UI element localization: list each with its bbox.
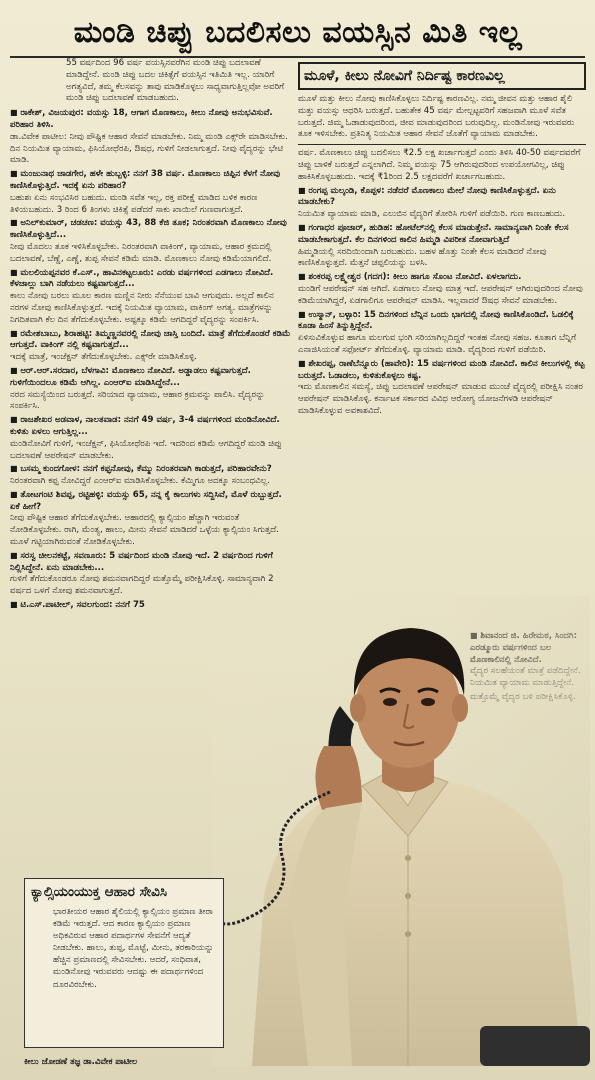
qa-answer: ಇದು ಮೊಣಕಾಲಿನ ಸಮಸ್ಯೆ, ಚಿಪ್ಪು ಬದಲಾವಣೆ ಆಪರೇಷನ್ ಮಾಡುವ ಮುಂಚೆ ವೈದ್ಯರಲ್ಲಿ ಪರೀಕ್ಷಿಸಿ ನಂತರ ಆಪರೇಷನ್ ಮಾಡಿಸಿಕೊಳ್ಳಿ. ಕರ್ನಾಟಕ ಸರ್ಕಾರದ ವಿವಿಧ ಆರೋಗ್ಯ ಯೋಜನೆಗಳಡಿ ಆಪರೇಷನ್ ಮಾಡಿಸಿಕೊಳ್ಳುವ ಅವಕಾಶವಿದೆ.	[298, 382, 583, 416]
box-title: ಕ್ಯಾಲ್ಸಿಯಂಯುಕ್ತ ಆಹಾರ ಸೇವಿಸಿ	[31, 884, 168, 900]
qa-question: ■ ಉಸ್ಮಾನ್, ಬಳ್ಳಾರಿ: 15 ದಿನಗಳಿಂದ ಬೆನ್ನಿನ ಒಂದು ಭಾಗದಲ್ಲಿ ನೋವು ಕಾಣಿಸಿಕೊಂಡಿದೆ. ಓಡಲಿಕ್ಕೆ ಕೂಡಾ ಹಿಂಸೆ ತಿನ್ನುತ್ತಿದ್ದೇನೆ.	[298, 309, 586, 334]
qa-answer: ನಿಯಮಿತ ವ್ಯಾಯಾಮ ಮಾಡಿ, ಎಲುಬಿನ ವೈದ್ಯರಿಗೆ ತೋರಿಸಿ ಗುಳಿಗೆ ಪಡೆಯಿರಿ. ಗುಣ ಕಾಣಬಹುದು.	[298, 209, 566, 220]
qa-item	[10, 463, 292, 488]
qa-answer: ಏಳಿಸುವಿಕೊಳ್ಳುವ ಹಾಗೂ ಮಲಗುವ ಭಂಗಿ ಸರಿಯಾಗಿಲ್ಲದಿದ್ದರೆ ಇಂತಹ ನೋವು ಸಹಜ. ಕೂತಾಗ ಬೆನ್ನಿಗೆ ಎನಾಜಿಸಿಯಂತೆ ಸಫೋರ್ಟ್ ತೆಗೆದುಕೊಳ್ಳಿ. ವ್ಯಾಯಾಮ ಮಾಡಿ. ವೈದ್ಯರಿಂದ ಗುಳಿಗೆ ಪಡೆಯಿರಿ.	[298, 333, 577, 355]
left-qa-list	[10, 107, 292, 612]
qa-question: ■ ರಾಜಶೇಖರ ಅಡವಾಳ, ನಾಲತವಾಡ: ನನಗೆ 49 ವರ್ಷ, 3-4 ವರ್ಷಗಳಿಂದ ಮಂಡಿನೋವಿದೆ. ಕುಳಿತು ಏಳಲು ಆಗುತ್ತಿಲ್ಲ...	[10, 414, 292, 439]
headline: ಮಂಡಿ ಚಿಪ್ಪು ಬದಲಿಸಲು ವಯಸ್ಸಿನ ಮಿತಿ ಇಲ್ಲ	[73, 15, 523, 50]
qa-question: ■ ಅನಿಲ್‌ಕುಮಾರ್, ಚಡಚಣ: ವಯಸ್ಸು 43, 88 ಕೆಜಿ ತೂಕ; ನಿರಂತರವಾಗಿ ಮೊಣಕಾಲು ನೋವು ಕಾಣಿಸಿಕೊಳ್ಳುತ್ತಿದೆ...	[10, 217, 292, 242]
sub-headline: ಮೂಳೆ, ಕೀಲು ನೋವಿಗೆ ನಿರ್ದಿಷ್ಟ ಕಾರಣವಿಲ್ಲ	[298, 62, 586, 90]
qa-item	[298, 358, 586, 418]
qa-item	[298, 185, 586, 221]
box-body: ಭಾರತೀಯರ ಆಹಾರ ಶೈಲಿಯಲ್ಲಿ ಕ್ಯಾಲ್ಸಿಯಂ ಪ್ರಮಾಣ ತೀರಾ ಕಡಿಮೆ ಇರುತ್ತದೆ. ಆದ ಕಾರಣ ಕ್ಯಾಲ್ಸಿಯಂ ಪ್ರಮಾಣ ಅಧಿಕವಿರುವ ಆಹಾರ ಪದಾರ್ಥಗಳ ಸೇವನೆಗೆ ಆದ್ಯತೆ ನೀಡಬೇಕು. ಹಾಲು, ತುಪ್ಪ, ಮೊಟ್ಟೆ, ಮೀನು, ತರಕಾರಿಯನ್ನು ಹೆಚ್ಚಿನ ಪ್ರಮಾಣದಲ್ಲಿ ಸೇವಿಸಬೇಕು. ಆದರೆ, ಸಂಧಿವಾತ, ಮಂಡಿನೋವು ಇರುವವರು ಆದಷ್ಟು ಈ ಪದಾರ್ಥಗಳಿಂದ ದೂರವಿರಬೇಕು.	[53, 907, 214, 990]
qa-answer: ಮಂಡಿಗೆ ಆಪರೇಷನ್ ಸಹ ಆಗಿದೆ. ಏಡಗಾಲು ನೋವು ಮಾತ್ರ ಇದೆ. ಆಪರೇಷನ್ ಆಗಿರುವುದರಿಂದ ನೋವು ಕಡಿಮೆಯಾಗಿದ್ದರೆ, ಏಡಗಾಲಿಗೂ ಆಪರೇಷನ್ ಮಾಡಿಸಿ. ಇಲ್ಲವಾದರೆ ಔಷಧ ಸೇವನೆ ಮಾಡಬೇಕು.	[298, 283, 583, 306]
qa-answer: ಗುಳಿಗೆ ತೆಗೆದುಕೊಂಡರೂ ನೋವು ಶಮನವಾಗದಿದ್ದರೆ ಮತ್ತೊಮ್ಮೆ ಪರೀಕ್ಷಿಸಿಕೊಳ್ಳಿ. ಸಾಮಾನ್ಯವಾಗಿ 2 ವರ್ಷದ ಒಳಗೆ ನೋವು ಶಮನವಾಗುತ್ತದೆ.	[10, 574, 274, 597]
qa-question: ■ ಮಲಲಿಯಪ್ಪನವರ ಕೆ.ಎಸ್., ಹಾವಿನಕಟ್ಟಲೂರು: ಎರಡು ವರ್ಷಗಳಿಂದ ಎಡಗಾಲು ನೋವಿದೆ. ಕೆಳಜಾಲ್ಲು ಬಾಗಿ ನಡೆಯಲು ಕಷ್ಟವಾಗುತ್ತದೆ...	[10, 267, 292, 292]
right-intro: ಮೂಳೆ ಮತ್ತು ಕೀಲು ನೋವು ಕಾಣಿಸಿಕೊಳ್ಳಲು ನಿರ್ದಿಷ್ಟ ಕಾರಣವಿಲ್ಲ. ನಮ್ಮ ಜೀವನ ಮತ್ತು ಆಹಾರ ಶೈಲಿ ಮತ್ತು ವಯಸ್ಸು ಆಧರಿಸಿ ಬರುತ್ತದೆ. ಬಹುತೇಕ 45 ವರ್ಷ ಮೇಲ್ಪಟ್ಟವರಿಗೆ ಸಹಜವಾಗಿ ಮೂಳೆ ಸವೆತ ಬರುತ್ತದೆ. ಜಿಮ್ಮ ಓಡಾಡುವುದರಿಂದ, ಜೀವ ಮಾಡುವುದರಿಂದ ಬರುವುದಿಲ್ಲ. ಮಂಡಿನೋವು ಇರುವವರು ತೂಕ ಇಳಿಸಬೇಕು. ಪ್ರತಿನಿತ್ಯ ನಿಯಮಿತ ಆಹಾರ ಸೇವನೆ ಜೊತೆಗೆ ವ್ಯಾಯಾಮ ಮಾಡಬೇಕು.	[298, 94, 575, 140]
right-divider	[298, 144, 586, 145]
qa-item	[10, 168, 292, 216]
qa-answer: ಮಂಡಿನೋವಿಗೆ ಗುಳಿಗೆ, ಇಂಜೆಕ್ಷನ್, ಫಿಸಿಯೋಥೆರಪಿ ಇದೆ. ಇದರಿಂದ ಕಡಿಮೆ ಆಗದಿದ್ದರೆ ಮಂಡಿ ಚಿಪ್ಪು ಬದಲಾವಣೆ ಆಪರೇಷನ್ ಮಾಡಬೇಕು.	[10, 438, 282, 461]
qa-item	[10, 217, 292, 265]
qa-answer: ಹಿಮ್ಮಡಿಯಲ್ಲಿ ಸರದಿಯಿಂದಾಗಿ ಬರಬಹುದು. ಬಹಳ ಹೊತ್ತು ನಿಂತೇ ಕೆಲಸ ಮಾಡಿದರೆ ನೋವು ಕಾಣಿಸಿಕೊಳ್ಳುತ್ತದೆ. ಮೆತ್ತನೆ ಚಪ್ಪಲಿಯನ್ನು ಬಳಸಿ.	[298, 246, 547, 269]
qa-answer: ನೀವು ಪೌಷ್ಟಿಕ ಆಹಾರ ತೆಗೆದುಕೊಳ್ಳಬೇಕು. ಆಹಾರದಲ್ಲಿ ಕ್ಯಾಲ್ಸಿಯಂ ಹೆಚ್ಚಾಗಿ ಇರುವಂತೆ ನೋಡಿಕೊಳ್ಳಬೇಕು. ರಾಗಿ, ಮೆಂತ್ಯ, ಹಾಲು, ಮೀನು ಸೇವನೆ ಮಾಡಿದರೆ ಒಳ್ಳೆಯ ಕ್ಯಾಲ್ಸಿಯಂ ಸಿಗುತ್ತದೆ. ಮೂಳೆ ಗಟ್ಟಿಯಾಗಿರುವಂತೆ ನೋಡಿಕೊಳ್ಳಬೇಕು.	[10, 513, 279, 548]
qa-answer: ನಿರಂತರವಾಗಿ ಕಫ್ಫ ನೋವಿದ್ದರೆ ಎಂಆರ್‌ಐ ಮಾಡಿಸಿಕೊಳ್ಳಬೇಕು. ಕೆಮ್ಮಿಗೂ ಅದಕ್ಕೂ ಸಂಬಂಧವಿಲ್ಲ.	[10, 476, 271, 487]
qa-item	[10, 328, 292, 364]
qa-item	[10, 365, 292, 413]
right-column	[298, 58, 586, 628]
qa-question: ■ ರಂಗಪ್ಪ ಮಲ್ಕಂಡಿ, ಕೊಪ್ಪಳ: ನಡೆದರೆ ಮೊಣಕಾಲು ಮೇಲೆ ನೋವು ಕಾಣಿಸಿಕೊಳ್ಳುತ್ತದೆ. ಏನು ಮಾಡಬೇಕು?	[298, 185, 586, 210]
qa-question: ■ ರಮೇಶಬಾಬು, ಶಿರಾಹಟ್ಟಿ: ತಿಮ್ಮಣ್ಣನವರಲ್ಲಿ ನೋವು ಜಾಸ್ತಿ ಬಂದಿದೆ. ಮಾತ್ರೆ ತೆಗೆದುಕೊಂಡರೆ ಕಡಿಮೆ ಆಗುತ್ತದೆ. ವಾಕಿಂಗ್ ನಲ್ಲಿ ಕಷ್ಟವಾಗುತ್ತದೆ...	[10, 328, 292, 353]
qa-question: ■ ಬಸಮ್ಮ ಕುಂದಗೋಳ: ನನಗೆ ಕಫ್ಫನೋವು, ಕೆಮ್ಮು ನಿರಂತರವಾಗಿ ಕಾಡುತ್ತದೆ, ಪರಿಹಾರವೇನು?	[10, 463, 292, 476]
qa-item	[298, 271, 586, 307]
qa-answer: ನರದ ಸಮಸ್ಯೆಯಿಂದ ಬರುತ್ತದೆ. ಸರಿಯಾದ ವ್ಯಾಯಾಮ, ಆಹಾರ ಕ್ರಮವನ್ನು ಪಾಲಿಸಿ. ವೈದ್ಯರನ್ನು ಸಂಪರ್ಕಿಸಿ.	[10, 389, 265, 412]
calcium-info-box	[24, 878, 224, 1048]
qa-item	[298, 222, 586, 270]
qa-answer: ನೀವು ಮೊದಲು ತೂಕ ಇಳಿಸಿಕೊಳ್ಳಬೇಕು. ನಿರಂತರವಾಗಿ ವಾಕಿಂಗ್, ವ್ಯಾಯಾಮ, ಆಹಾರ ಕ್ರಮದಲ್ಲಿ ಬದಲಾವಣೆ, ಬೆಣ್ಣೆ, ಎಣ್ಣೆ, ತುಪ್ಪ ಸೇವನೆ ಕಡಿಮೆ ಮಾಡಿ. ಮೊಣಕಾಲು ನೋವು ಕಡಿಮೆಯಾಗಲಿದೆ.	[10, 241, 272, 264]
qa-item	[10, 489, 292, 549]
qa-item	[10, 414, 292, 462]
qa-question: ■ ಮಂಜುನಾಥ ಜಾಡಗೇರ, ಹಳೇ ಹುಬ್ಬಳ್ಳಿ: ನನಗೆ 38 ವರ್ಷ. ಮೊಣಕಾಲು ಚಿಪ್ಪಿನ ಕೆಳಗೆ ನೋವು ಕಾಣಿಸಿಕೊಳ್ಳುತ್ತಿದೆ. ಇದಕ್ಕೆ ಏನು ಪರಿಹಾರ?	[10, 168, 292, 193]
qa-answer: ಇದಕ್ಕೆ ಮಾತ್ರೆ, ಇಂಜೆಕ್ಷನ್ ತೆಗೆದುಕೊಳ್ಳಬೇಕು. ಎಕ್ಸ್‌ರೇ ಮಾಡಿಸಿಕೊಳ್ಳಿ.	[10, 352, 198, 363]
qa-question: ■ ಆರ್.ಆರ್.ಸರದಾರ, ಬೆಳಗಾವಿ: ಮೊಣಕಾಲು ನೋವಿದೆ. ಅಡ್ಡಾಡಲು ಕಷ್ಟವಾಗುತ್ತದೆ. ಗುಳಿಗೆಯಿಂದಲೂ ಕಡಿಮೆ ಆಗಿಲ್ಲ. ಎಂಆರ್‌ಐ ಮಾಡಿಸಿದ್ದೇನೆ...	[10, 365, 292, 390]
qa-question: ■ ಟಿ.ಎಸ್.ಪಾಟೀಲ್, ಸವಲಗುಂದ: ನನಗೆ 75	[10, 599, 292, 612]
qa-question: ■ ಶಂಕರಪ್ಪ ಲಕ್ಷ್ಮೇಶ್ವರ (ಗದಗ): ಕೀಲು ಹಾಗೂ ಸೊಂಟ ನೋವಿದೆ. ಏಳಲಾಗದು.	[298, 271, 586, 284]
qa-question: ■ ಸರಸ್ವ ಚೀಲನಕಟ್ಟೆ, ಸವಣೂರು: 5 ವರ್ಷದಿಂದ ಮಂಡಿ ನೋವು ಇದೆ. 2 ವರ್ಷದಿಂದ ಗುಳಿಗೆ ನಿಲ್ಲಿಸಿದ್ದೇನೆ. ಏನು ಮಾಡಬೇಕು...	[10, 550, 292, 575]
qa-answer: ಕಾಲು ನೋವು ಬರಲು ಮೂಲ ಕಾರಣ ಮಣ್ಣಿನ ನೀರು ನೆನೆಯುವ ಬಾವಿ ಆಗುವುದು. ಅಲ್ಲದೆ ಕಾಲಿನ ನರಗಳ ನೋವು ಕಾಣಿಸಿಕೊಳ್ಳುತ್ತದೆ. ಇದಕ್ಕೆ ನಿಯಮಿತ ವ್ಯಾಯಾಮ, ವಾಕಿಂಗ್ ಅಗತ್ಯ. ಮಾತ್ರೆಗಳನ್ನು ನಿಗದಿತವಾಗಿ ಕೆಲ ದಿನ ತೆಗೆದುಕೊಳ್ಳಬೇಕು. ಅಷ್ಟಕ್ಕೂ ಕಡಿಮೆ ಆಗದಿದ್ದರೆ ವೈದ್ಯರನ್ನು ಸಂಪರ್ಕಿಸಿ.	[10, 291, 274, 325]
qa-item	[10, 267, 292, 327]
qa-question: ■ ಗಂಗಾಧರ ಪೂಜಾರ್, ಹುಡಿಹ: ಹೋಟೆಲ್‌ನಲ್ಲಿ ಕೆಲಸ ಮಾಡುತ್ತೇನೆ. ಸಾಮಾನ್ಯವಾಗಿ ನಿಂತೇ ಕೆಲಸ ಮಾಡಬೇಕಾಗುತ್ತದೆ. ಕೆಲ ದಿನಗಳಿಂದ ಕಾಲಿನ ಹಿಮ್ಮಡಿ ವಿಪರೀತ ನೋವಾಗುತ್ತಿದೆ	[298, 222, 586, 247]
qa-question: ■ ತೋಟಗಂಟಿ ಶಿವಪ್ಪ, ರಟ್ಟಿಹಳ್ಳಿ: ವಯಸ್ಸು 65, ನನ್ನ ಕೈ ಕಾಲುಗಳು ಸದ್ದಿಸಿವೆ, ಮೊಳೆ ರುಬ್ಬುತ್ತದೆ. ಏಕೆ ಹೀಗೆ?	[10, 489, 292, 514]
qa-item	[298, 309, 586, 357]
lead-paragraph: 55 ವರ್ಷದಿಂದ 96 ವರ್ಷ ವಯಸ್ಸಿನವರೆಗಿನ ಮಂಡಿ ಚಿಪ್ಪು ಬದಲಾವಣೆ ಮಾಡಿದ್ದೇನೆ. ಮಂಡಿ ಚಿಪ್ಪು ಬದಲ ಚಿಕಿತ್ಸೆಗೆ ವಯಸ್ಸಿನ ಇತಿಮಿತಿ ಇಲ್ಲ. ಯಾರಿಗೆ ಅಗತ್ಯವಿದೆ, ತಮ್ಮ ಕೆಲಸವನ್ನು ತಾವು ಮಾಡಿಕೊಳ್ಳಲು ಸಾಧ್ಯವಾಗುತ್ತಿಲ್ಲವೋ ಅವರಿಗೆ ಮಂಡಿ ಚಿಪ್ಪು ಬದಲಾವಣೆ ಮಾಡಬಹುದು.	[66, 58, 285, 104]
qa-item	[10, 107, 292, 167]
doctor-photo	[212, 596, 590, 1066]
qa-question: ■ ರಾಕೇಶ್, ವಿಜಯಪುರ: ವಯಸ್ಸು 18, ಆಗಾಗ ಮೊಣಕಾಲು, ಕೀಲು ನೋವು ಅನುಭವಿಸುವೆ. ಪರಿಹಾರ ತಿಳಿಸಿ.	[10, 107, 292, 132]
qa-answer: ಬಹುಶಃ ಏನು ಸಂಭವಿಸಿರ ಬಹುದು. ಮಂಡಿ ಸವೆತ ಇಲ್ಲ, ರಕ್ತ ಪರೀಕ್ಷೆ ಮಾಡಿದ ಬಳಿಕ ಕಾರಣ ತಿಳಿಯಬಹುದು. 3 ರಿಂದ 6 ತಿಂಗಳು ಚಿಕಿತ್ಸೆ ಪಡೆದರೆ ಸಾಕು ಖಾಯಿಲೆ ಗುಣವಾಗುತ್ತದೆ.	[10, 192, 258, 215]
qa-item	[10, 550, 292, 598]
right-continuation: ವರ್ಷ. ಮೊಣಕಾಲು ಚಿಪ್ಪು ಬದಲಿಸಲು ₹2.5 ಲಕ್ಷ ಖರ್ಚಾಗುತ್ತದೆ ಎಂದು ತಿಳಿಸಿ 40-50 ವರ್ಷದವರೆಗೆ ಚಿಪ್ಪು ಬಾಳಿಕೆ ಬರುತ್ತದೆ ಎನ್ನಲಾಗಿದೆ. ನಿಮ್ಮ ವಯಸ್ಸು 75 ಆಗಿರುವುದರಿಂದ ಉಪಯೋಗವಿಲ್ಲ, ಚಿಪ್ಪು ಹಾಕಿಸಿಕೊಳ್ಳಬಹುದು. ಇದಕ್ಕೆ ₹1ರಿಂದ 2.5 ಲಕ್ಷದವರೆಗೆ ಖರ್ಚಾಗಬಹುದು.	[298, 148, 581, 182]
qa-answer: ಡಾ.ವಿವೇಕ ಪಾಟೀಲ: ನೀವು ಪೌಷ್ಟಿಕ ಆಹಾರ ಸೇವನೆ ಮಾಡಬೇಕು. ನಿಮ್ಮ ಮಂಡಿ ಎಕ್ಸ್‌ರೇ ಮಾಡಿಸಬೇಕು. ದಿನ ನಿಯಮಿತ ವ್ಯಾಯಾಮ, ಫಿಸಿಯೋಥೆರಪಿ, ಔಷಧ, ಗುಳಿಗೆ ನೀಡಲಾಗುತ್ತದೆ. ನೀವು ವೈದ್ಯರನ್ನು ಭೇಟಿ ಮಾಡಿ.	[10, 131, 288, 166]
qa-question: ■ ಶೇಖರಪ್ಪ, ರಾಣೆಬೆನ್ನೂರು (ಹಾವೇರಿ): 15 ವರ್ಷಗಳಿಂದ ಮಂಡಿ ನೋವಿದೆ. ಕಾಲಿನ ಕೀಲುಗಳಲ್ಲಿ ಕಟ್ಟ ಬರುತ್ತದೆ. ಓಡಾಡಲು, ಕುಳಿತುಕೊಳ್ಳಲು ಕಷ್ಟ.	[298, 358, 586, 383]
right-qa-list	[298, 185, 586, 418]
photo-credit: ಕೀಲು ಜೋಡಣೆ ತಜ್ಞ ಡಾ.ವಿವೇಕ ಪಾಟೀಲ	[24, 1057, 138, 1067]
